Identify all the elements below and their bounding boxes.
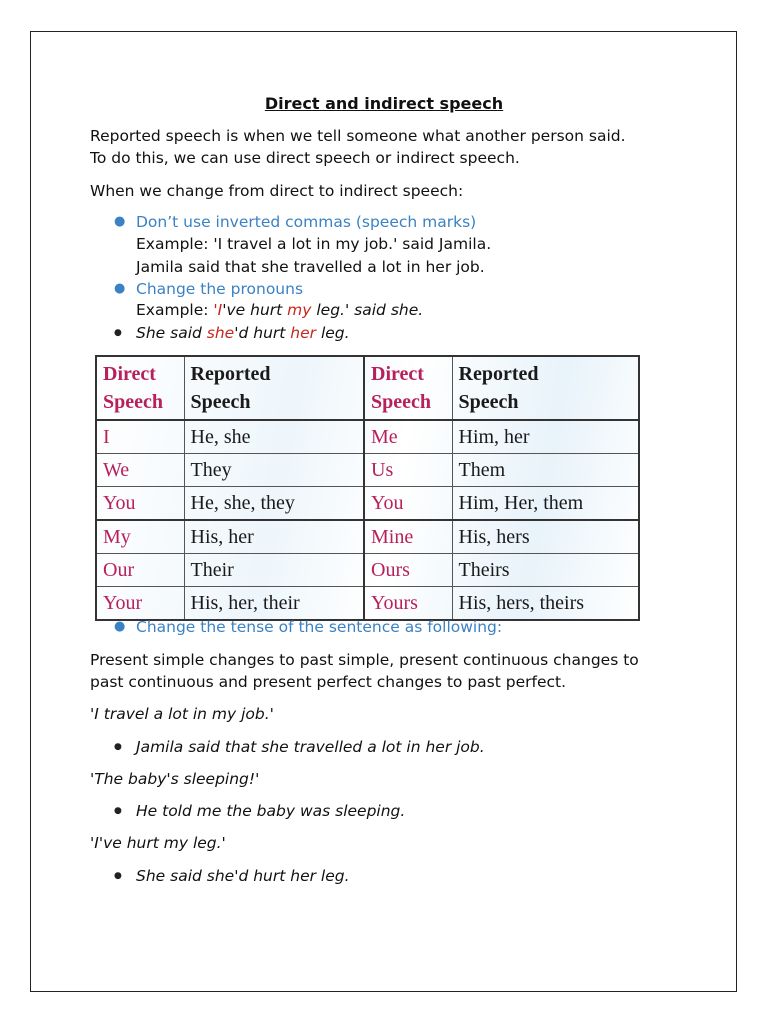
bullet-dot-icon: ● [114,619,126,634]
table-cell: His, her, their [184,587,364,621]
bullet-dot-icon: ● [114,742,122,752]
table-row [96,520,639,554]
table-row [96,454,639,487]
table-row [96,587,639,621]
rule1-reported: Jamila said that she travelled a lot in her job. [136,258,485,276]
table-cell: Us [364,454,452,487]
bullet-dot-icon: ● [114,806,122,816]
table-cell: He, she [184,420,364,454]
table-cell: Our [96,554,184,587]
example-reported: He told me the baby was sleeping. [136,802,406,820]
table-cell: You [96,487,184,521]
table-cell: I [96,420,184,454]
table-cell: Ours [364,554,452,587]
header-reported-speech: Reported Speech [184,356,364,420]
table-row [96,554,639,587]
table-cell: They [184,454,364,487]
page-title: Direct and indirect speech [264,94,504,113]
tense-text-line-2: past continuous and present perfect changes to past perfect. [90,673,567,691]
example-reported: She said she'd hurt her leg. [136,867,350,885]
table-row [96,487,639,521]
rule2-reported-b: 'd hurt [234,324,291,342]
intro-line-2: To do this, we can use direct speech or indirect speech. [90,149,520,167]
rule2-reported-a: She said [136,324,207,342]
table-cell: His, her [184,520,364,554]
header-direct-speech: Direct Speech [364,356,452,420]
rule2-example [136,299,423,321]
table-cell: He, she, they [184,487,364,521]
table-cell: His, hers [452,520,639,554]
rule1-heading: Don’t use inverted commas (speech marks) [136,213,477,231]
table-cell: Me [364,420,452,454]
rule2-example-prefix: Example: [136,301,214,319]
rule2-example-my: my [287,301,312,319]
rule2-reported [136,322,350,344]
pronoun-table-header [96,356,639,420]
change-intro: When we change from direct to indirect speech: [90,182,464,200]
table-cell: My [96,520,184,554]
table-cell: Him, Her, them [452,487,639,521]
header-direct-speech: Direct Speech [96,356,184,420]
example-reported: Jamila said that she travelled a lot in her job. [136,738,485,756]
rule2-heading: Change the pronouns [136,280,304,298]
bullet-dot-icon: ● [114,281,126,296]
rule2-example-i: I [217,301,223,319]
example-direct: 'I travel a lot in my job.' [90,705,274,723]
example-direct: 'The baby's sleeping!' [90,770,260,788]
table-cell: You [364,487,452,521]
rule2-example-rest: leg.' said she. [311,301,424,319]
example-direct: 'I've hurt my leg.' [90,834,226,852]
bullet-dot-icon: ● [114,214,126,229]
table-cell: Yours [364,587,452,621]
rule1-example: Example: 'I travel a lot in my job.' said Jamila. [136,235,492,253]
table-row [96,420,639,454]
rule2-example-mid: 've hurt [222,301,288,319]
pronoun-table [95,355,640,621]
rule3-heading: Change the tense of the sentence as following: [136,618,503,636]
table-cell: We [96,454,184,487]
table-cell: His, hers, theirs [452,587,639,621]
table-cell: Them [452,454,639,487]
table-cell: Their [184,554,364,587]
rule2-reported-c: leg. [316,324,350,342]
rule2-example-quote: ' [213,301,218,319]
table-cell: Theirs [452,554,639,587]
rule2-reported-her: her [290,324,317,342]
tense-text-line-1: Present simple changes to past simple, present continuous changes to [90,651,639,669]
table-cell: Mine [364,520,452,554]
table-cell: Him, her [452,420,639,454]
intro-line-1: Reported speech is when we tell someone what another person said. [90,127,626,145]
table-cell: Your [96,587,184,621]
bullet-dot-icon: ● [114,871,122,881]
bullet-dot-icon: ● [114,328,122,338]
header-reported-speech: Reported Speech [452,356,639,420]
rule2-reported-she: she [206,324,235,342]
